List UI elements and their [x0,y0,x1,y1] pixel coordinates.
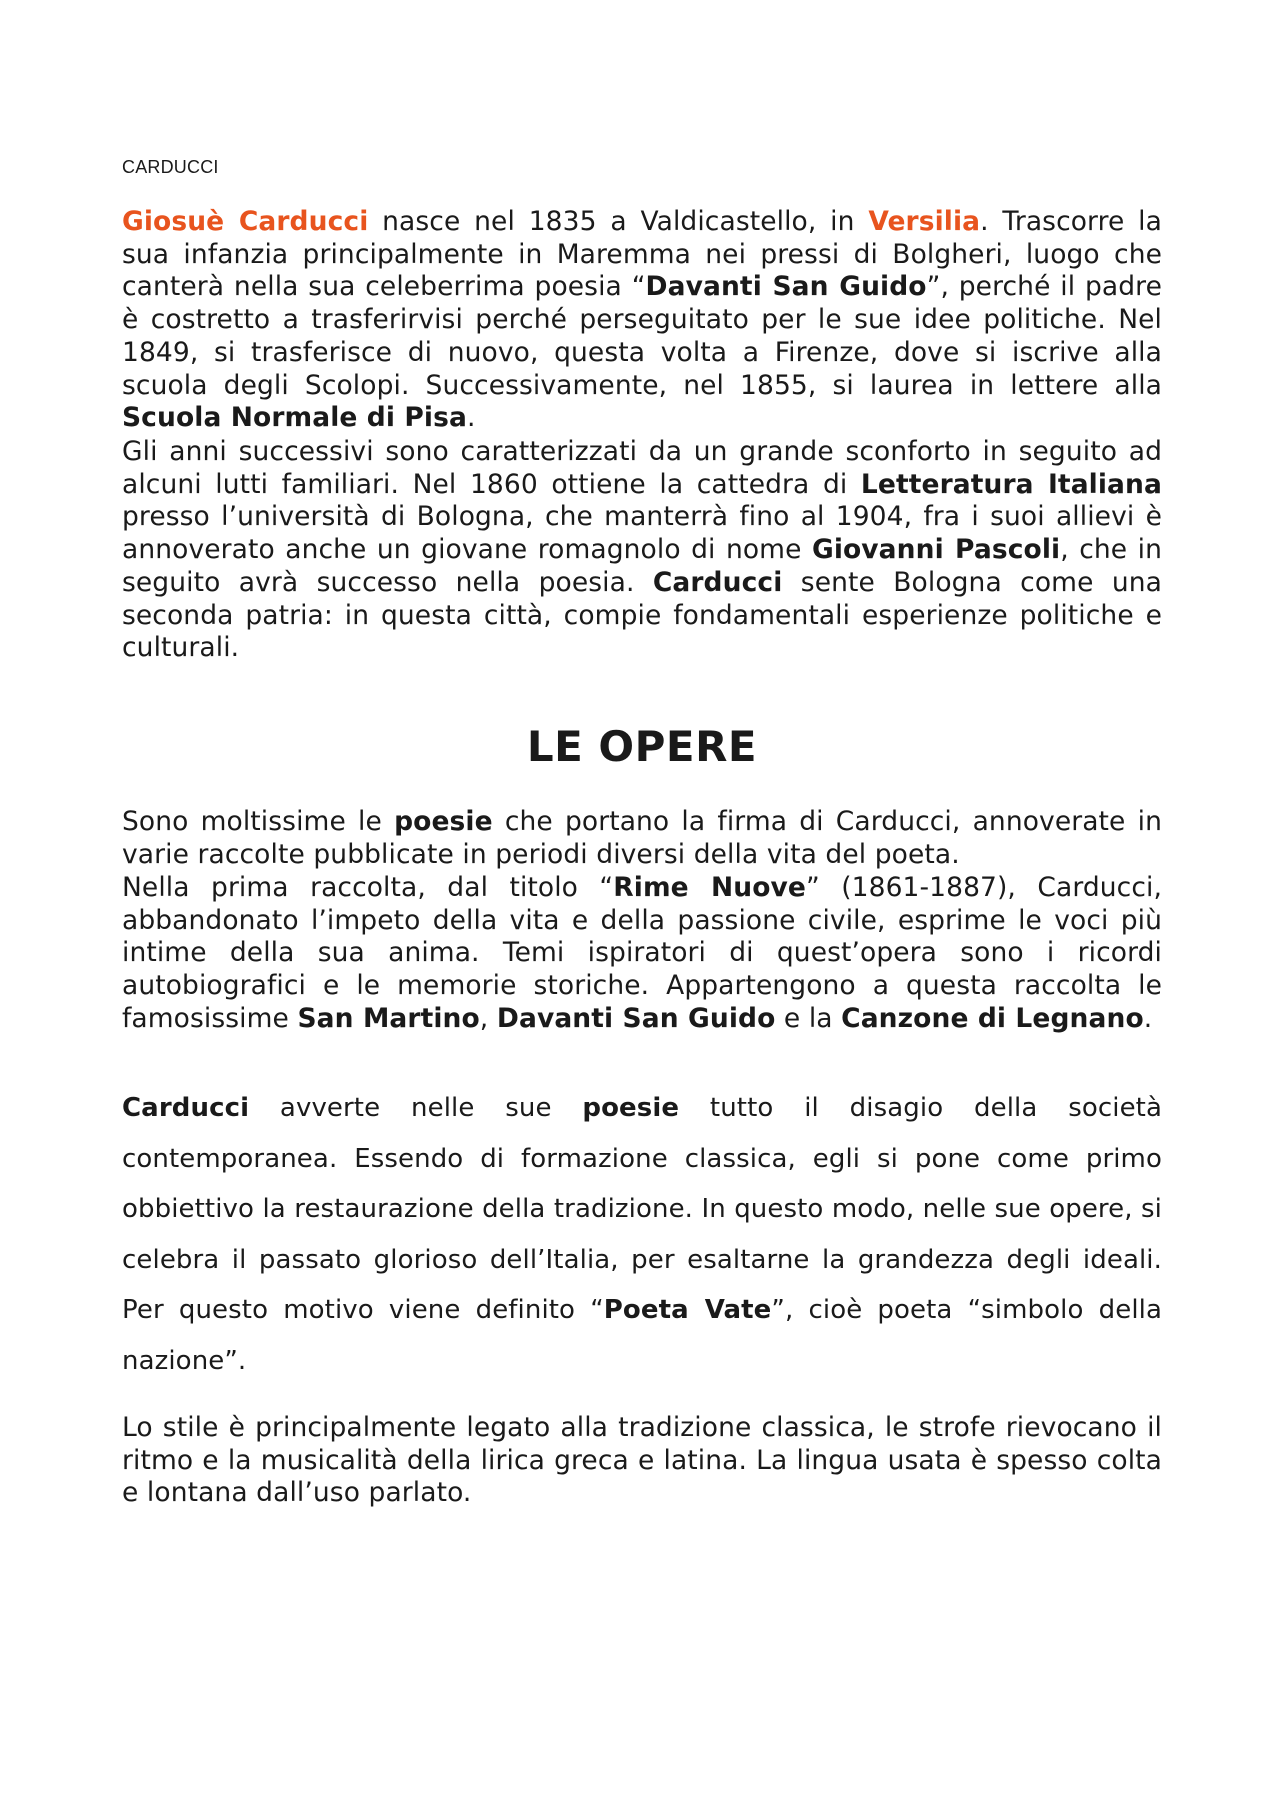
page-header: CARDUCCI [122,157,219,177]
bold-rime-title: Rime Nuove [613,872,806,903]
text-run: . [1143,1002,1153,1034]
text-run: che portano la firma di Carducci, annoverate in varie raccolte pubblicate in periodi diversi della vita del poeta. [122,806,1162,870]
bold-poem-3: Canzone di Legnano [841,1002,1144,1034]
style-paragraph: Lo stile è principalmente legato alla tradizione classica, le strofe rievocano il ritmo e la musicalità della lirica greca e latina. La lingua usata è spesso colta e lontana dall’uso parlato. [122,1412,1162,1509]
bold-name: Carducci [122,1093,250,1123]
text-run: ”, cioè poeta “simbolo della nazione”. [122,1295,1162,1376]
bold-poem-2: Davanti San Guido [496,1002,776,1034]
bold-poem: Davanti San Guido [645,271,927,303]
text-run: , [479,1002,497,1034]
bold-chair: Letteratura Italiana [860,468,1162,500]
bold-poesie: poesie [394,806,493,837]
text-run: avverte nelle sue [249,1093,583,1123]
bold-school: Scuola Normale di Pisa [122,402,467,434]
highlight-place: Versilia [868,206,981,237]
bold-vate-title: Poeta Vate [603,1295,772,1325]
rime-paragraph [122,872,1162,1036]
bologna-paragraph [122,436,1162,665]
section-title: LE OPERE [526,722,758,771]
text-run: ” (1861-1887), Carducci, abbandonato l’impeto della vita e della passione civile, esprime le voci più intime della sua anima. Temi ispiratori di quest’opera sono i ricordi autobiografici e le memorie storiche. Appartengono a questa raccolta le famosissime [122,872,1162,1034]
text-run: Sono moltissime le [122,806,395,837]
text-run: presso l’università di Bologna, che manterrà fino al 1904, fra i suoi allievi è annoverato anche un giovane romagnolo di nome [122,501,1162,566]
text-run: tutto il disagio della società contemporanea. Essendo di formazione classica, egli si pone come primo obbiettivo la restaurazione della tradizione. In questo modo, nelle sue opere, si celebra il passato glorioso dell’Italia, per esaltarne la grandezza degli ideali. Per questo motivo viene definito “ [122,1093,1162,1325]
highlight-name: Giosuè Carducci [122,206,369,237]
text-run: sente Bologna come una seconda patria: in questa città, compie fondamentali esperienze politiche e culturali. [122,566,1162,664]
text-run: Nella prima raccolta, dal titolo “ [122,872,614,903]
intro-paragraph [122,206,1162,435]
works-paragraph [122,806,1162,871]
bold-name: Carducci [652,566,783,598]
text-run: , che in seguito avrà successo nella poesia. [122,534,1162,598]
text-run: . Trascorre la sua infanzia principalmente in Maremma nei pressi di Bolgheri, luogo che canterà nella sua celeberrima poesia “ [122,206,1162,303]
text-run: nasce nel 1835 a Valdicastello, in [368,206,869,237]
bold-poesie: poesie [582,1093,680,1123]
vate-paragraph [122,1083,1162,1386]
text-run: e la [775,1002,842,1034]
bold-poem-1: San Martino [297,1002,480,1034]
text-run: ”, perché il padre è costretto a trasferirvisi perché perseguitato per le sue idee politiche. Nel 1849, si trasferisce di nuovo, questa volta a Firenze, dove si iscrive alla scuola degli Scolopi. Successivamente, nel 1855, si laurea in lettere alla [122,271,1162,401]
text-run: . [466,402,476,434]
bold-student: Giovanni Pascoli [811,534,1061,566]
text-run: Gli anni successivi sono caratterizzati da un grande sconforto in seguito ad alcuni lutti familiari. Nel 1860 ottiene la cattedra di [122,436,1162,500]
